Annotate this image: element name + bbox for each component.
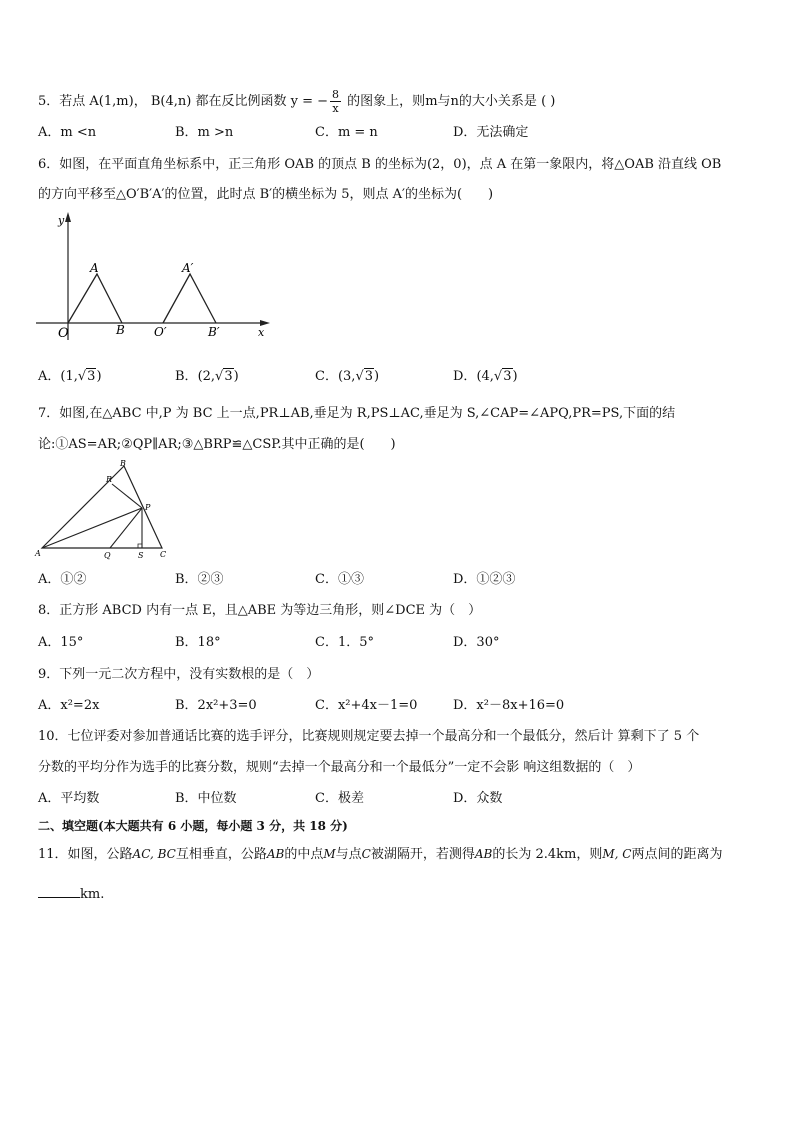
question-7-line-1: 7．如图,在△ABC 中,P 为 BC 上一点,PR⊥AB,垂足为 R,PS⊥AC,垂足为 S,∠CAP=∠APQ,PR=PS,下面的结 <box>38 406 676 421</box>
q7-label-q: Q <box>104 551 111 560</box>
q10-option-a[interactable]: A．平均数 <box>38 791 100 806</box>
q11-var-mc: M, C <box>602 847 632 861</box>
q6-option-letter: B． <box>175 369 198 384</box>
q5-text: 都在反比例函数 <box>195 94 287 109</box>
q8-option-d[interactable]: D．30° <box>453 635 500 650</box>
q11-text: 的长为 2.4km，则 <box>492 847 603 862</box>
q6-triangle-oab <box>68 274 122 323</box>
q11-answer-blank[interactable] <box>38 885 80 898</box>
q5-func-lhs: y = − <box>290 94 329 109</box>
sqrt-icon: √3 <box>355 369 374 384</box>
q7-triangle-figure <box>34 458 174 562</box>
q5-answer-paren: ( ) <box>541 94 556 109</box>
q10-option-d[interactable]: D．众数 <box>453 791 503 806</box>
q10-option-b[interactable]: B．中位数 <box>175 791 237 806</box>
question-5-options <box>38 124 758 142</box>
q9-option-a[interactable]: A．x²=2x <box>38 698 100 713</box>
q5-option-d[interactable]: D．无法确定 <box>453 125 529 140</box>
q5-point-a: A(1,m) <box>89 94 134 109</box>
question-9-options <box>38 697 758 715</box>
q11-var-c: C <box>361 847 371 861</box>
question-9-line-1: 9．下列一元二次方程中，没有实数根的是（ ） <box>38 667 320 682</box>
q6-option-letter: A． <box>38 369 61 384</box>
q6-label-y: y <box>58 214 65 227</box>
q5-option-c[interactable]: C．m = n <box>315 125 378 140</box>
q11-text: 与点 <box>335 847 362 862</box>
question-7-options <box>38 571 758 589</box>
q7-label-b: B <box>120 459 126 468</box>
section-2-heading: 二、填空题(本大题共有 6 小题，每小题 3 分，共 18 分) <box>38 819 348 833</box>
q6-coordinate-figure <box>34 210 274 344</box>
q6-label-o: O <box>58 326 69 341</box>
q7-option-d[interactable]: D．①②③ <box>453 572 516 587</box>
question-6-line-2: 的方向平移至△O′B′A′的位置，此时点 B′的横坐标为 5，则点 A′的坐标为( ) <box>38 187 494 202</box>
q6-option-radicand: 3 <box>87 369 96 384</box>
q11-text: 的中点 <box>284 847 324 862</box>
q6-label-x: x <box>258 326 265 339</box>
q6-option-pre: (4, <box>476 369 494 384</box>
sqrt-icon: √3 <box>77 369 96 384</box>
question-11-line-1 <box>38 845 722 864</box>
q6-option-c[interactable] <box>315 368 379 386</box>
q6-label-b-prime: B′ <box>208 325 220 339</box>
q11-text: 被湖隔开，若测得 <box>370 847 475 862</box>
q11-var-ab: AB <box>266 847 285 861</box>
q5-frac-num: 8 <box>332 88 340 101</box>
q11-unit: km. <box>80 887 105 902</box>
question-7-line-2: 论:①AS=AR;②QP∥AR;③△BRP≌△CSP.其中正确的是( ) <box>38 437 396 452</box>
q6-option-pre: (2, <box>197 369 216 384</box>
q7-label-r: R <box>106 475 113 484</box>
q11-var-ab: AB <box>474 847 493 861</box>
q11-text: 11．如图，公路 <box>38 847 133 862</box>
q6-label-a-prime: A′ <box>182 261 194 275</box>
q9-option-b[interactable]: B．2x²+3=0 <box>175 698 257 713</box>
q6-option-b[interactable] <box>175 368 239 386</box>
q5-fraction <box>330 88 341 115</box>
q8-option-a[interactable]: A．15° <box>38 635 84 650</box>
q6-label-b: B <box>116 323 125 337</box>
q6-triangle-oba-prime <box>163 274 216 323</box>
q7-option-b[interactable]: B．②③ <box>175 572 224 587</box>
q6-label-o-prime: O′ <box>154 325 167 339</box>
question-8-line-1: 8．正方形 ABCD 内有一点 E，且△ABE 为等边三角形，则∠DCE 为（ ） <box>38 603 482 618</box>
q6-option-radicand: 3 <box>503 369 512 384</box>
q7-label-c: C <box>160 550 167 559</box>
q8-option-b[interactable]: B．18° <box>175 635 221 650</box>
q6-label-a: A <box>90 261 99 275</box>
question-5-stem <box>38 88 555 115</box>
q11-var-ac-bc: AC, BC <box>132 847 176 861</box>
q5-option-a[interactable]: A．m <n <box>38 125 97 140</box>
q5-var-n: n <box>450 94 459 109</box>
q11-var-m: M <box>323 847 336 861</box>
q7-option-a[interactable]: A．①② <box>38 572 87 587</box>
q8-option-c[interactable]: C．1．5° <box>315 635 374 650</box>
q6-option-post: ) <box>96 369 102 384</box>
q5-option-b[interactable]: B．m >n <box>175 125 234 140</box>
question-6-line-1: 6．如图，在平面直角坐标系中，正三角形 OAB 的顶点 B 的坐标为(2，0)，点 A 在第一象限内，将△OAB 沿直线 OB <box>38 157 722 172</box>
question-10-options <box>38 790 758 808</box>
question-8-options <box>38 634 758 652</box>
q11-text: 两点间的距离为 <box>631 847 723 862</box>
q5-sep: ， <box>133 94 147 109</box>
q9-option-d[interactable]: D．x²－8x+16=0 <box>453 698 565 713</box>
q6-y-arrow <box>65 212 71 222</box>
q9-option-c[interactable]: C．x²+4x－1=0 <box>315 698 418 713</box>
q6-option-radicand: 3 <box>224 369 233 384</box>
sqrt-icon: √3 <box>493 369 512 384</box>
question-10-line-1: 10．七位评委对参加普通话比赛的选手评分，比赛规则规定要去掉一个最高分和一个最低分，然后计 算剩下了 5 个 <box>38 729 700 744</box>
q5-text: 与 <box>437 94 451 109</box>
q6-option-a[interactable] <box>38 368 102 386</box>
q7-option-c[interactable]: C．①③ <box>315 572 364 587</box>
q7-label-s: S <box>138 551 144 560</box>
question-10-line-2: 分数的平均分作为选手的比赛分数，规则“去掉一个最高分和一个最低分”一定不会影 响这组数据的（ ） <box>38 760 641 775</box>
q11-text: 互相垂直，公路 <box>175 847 267 862</box>
q6-option-d[interactable] <box>453 368 518 386</box>
q5-var-m: m <box>425 94 438 109</box>
q7-label-p: P <box>145 503 151 512</box>
q7-triangle-abc <box>42 466 162 548</box>
sqrt-icon: √3 <box>215 369 233 384</box>
q5-frac-den: x <box>332 102 339 115</box>
q5-point-b: B(4,n) <box>150 94 192 109</box>
question-6-options <box>38 368 758 386</box>
q7-segment-ap <box>42 508 142 548</box>
q6-option-radicand: 3 <box>364 369 374 384</box>
q6-option-letter: C． <box>315 369 338 384</box>
q5-text: 的大小关系是 <box>458 94 537 109</box>
q5-text: 的图象上，则 <box>347 94 426 109</box>
q5-text: 5．若点 <box>38 94 86 109</box>
q6-option-pre: (3, <box>337 369 356 384</box>
q6-option-post: ) <box>512 369 518 384</box>
q6-option-post: ) <box>374 369 380 384</box>
q6-option-post: ) <box>233 369 239 384</box>
q6-option-pre: (1, <box>60 369 78 384</box>
q7-label-a: A <box>35 549 41 558</box>
q6-option-letter: D． <box>453 369 477 384</box>
question-11-answer-line <box>38 885 104 904</box>
q10-option-c[interactable]: C．极差 <box>315 791 364 806</box>
